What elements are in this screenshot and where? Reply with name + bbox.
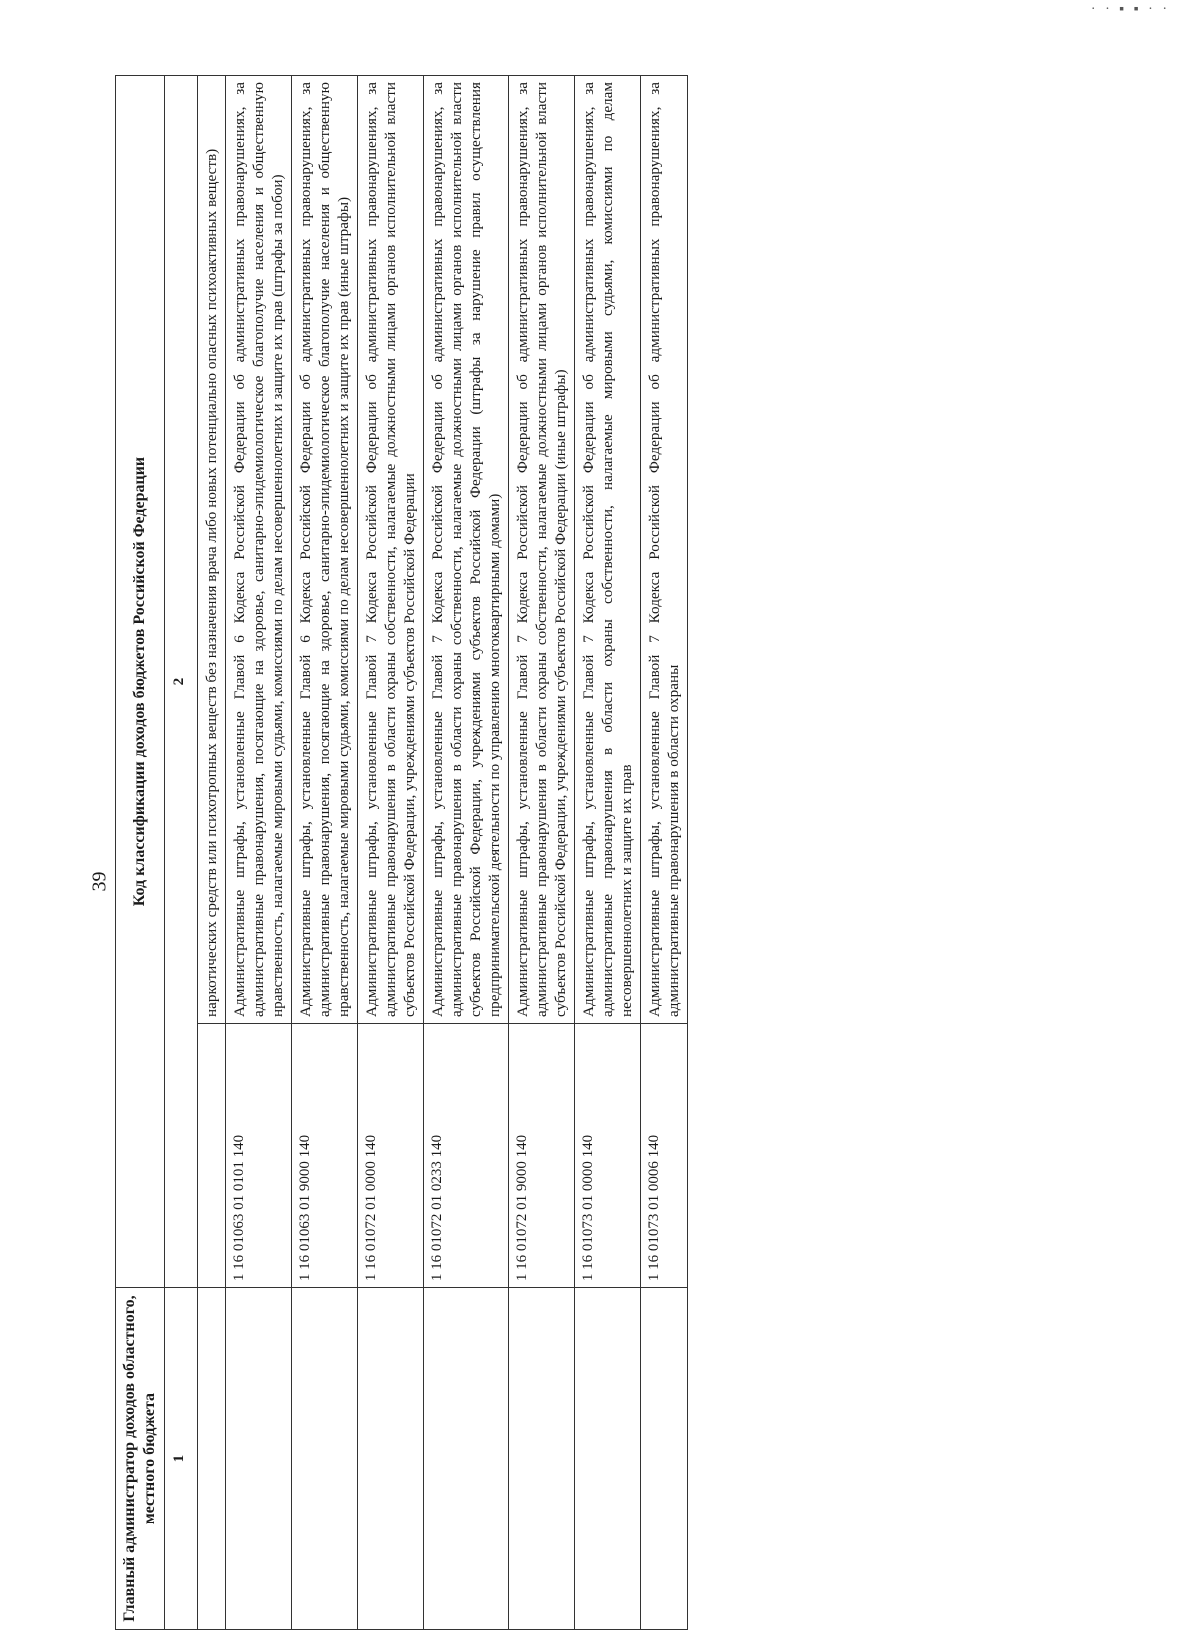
administrator-cell: [292, 1288, 358, 1630]
table-row: [292, 76, 358, 1630]
page-number: 39: [88, 871, 111, 892]
income-code-cell: 1 16 01063 01 9000 140: [292, 1023, 358, 1287]
income-code-cell: 1 16 01073 01 0006 140: [641, 1023, 688, 1287]
income-code-cell: 1 16 01072 01 0000 140: [358, 1023, 424, 1287]
income-description-cell: Административные штрафы, установленные Главой 6 Кодекса Российской Федерации об административных правонарушениях, за административные правонарушения, посягающие на здоровье, санитарно-эпидемиологическое благополучие населения и общественную нравственность, налагаемые мировыми судьями, комиссиями по делам несовершеннолетних и защите их прав (штрафы за побои): [226, 76, 292, 1024]
income-code-cell: 1 16 01072 01 9000 140: [509, 1023, 575, 1287]
table-row: [358, 76, 424, 1630]
administrator-cell: [509, 1288, 575, 1630]
classification-table: [115, 75, 688, 1630]
table-row: [575, 76, 641, 1630]
income-description-cell: Административные штрафы, установленные Главой 7 Кодекса Российской Федерации об административных правонарушениях, за административные правонарушения в области охраны собственности, налагаемые должностными лицами органов исполнительной власти субъектов Российской Федерации, учреждениями субъектов Российской Федерации: [358, 76, 424, 1024]
header-administrator: Главный администратор доходов областного, местного бюджета: [116, 1288, 165, 1630]
administrator-cell: [424, 1288, 509, 1630]
income-code-cell: 1 16 01063 01 0101 140: [226, 1023, 292, 1287]
income-description-cell: Административные штрафы, установленные Главой 7 Кодекса Российской Федерации об административных правонарушениях, за административные правонарушения в области охраны собственности, налагаемые должностными лицами органов исполнительной власти субъектов Российской Федерации, учреждениями субъектов Российской Федерации (штрафы за нарушение правил осуществления предпринимательской деятельности по управлению многоквартирными домами): [424, 76, 509, 1024]
administrator-cell: [358, 1288, 424, 1630]
column-number-2: 2: [165, 76, 198, 1288]
income-code-cell: 1 16 01073 01 0000 140: [575, 1023, 641, 1287]
table-row: [198, 76, 226, 1630]
table-row: [641, 76, 688, 1630]
income-code-cell: 1 16 01072 01 0233 140: [424, 1023, 509, 1287]
scan-artifact: · · ▪ ▪ · ·: [1090, 2, 1170, 17]
column-number-1: 1: [165, 1288, 198, 1630]
header-classification-code: Код классификации доходов бюджетов Российской Федерации: [116, 76, 165, 1288]
administrator-cell: [226, 1288, 292, 1630]
income-description-cell: Административные штрафы, установленные Главой 7 Кодекса Российской Федерации об административных правонарушениях, за административные правонарушения в области охраны собственности, налагаемые должностными лицами органов исполнительной власти субъектов Российской Федерации, учреждениями субъектов Российской Федерации (иные штрафы): [509, 76, 575, 1024]
income-description-cell: Административные штрафы, установленные Главой 7 Кодекса Российской Федерации об административных правонарушениях, за административные правонарушения в области охраны собственности, налагаемые мировыми судьями, комиссиями по делам несовершеннолетних и защите их прав: [575, 76, 641, 1024]
administrator-cell: [641, 1288, 688, 1630]
rotated-page: [115, 75, 1195, 1630]
table-row: [226, 76, 292, 1630]
table-body: [198, 76, 688, 1630]
income-description-cell: Административные штрафы, установленные Главой 6 Кодекса Российской Федерации об административных правонарушениях, за административные правонарушения, посягающие на здоровье, санитарно-эпидемиологическое благополучие населения и общественную нравственность, налагаемые мировыми судьями, комиссиями по делам несовершеннолетних и защите их прав (иные штрафы): [292, 76, 358, 1024]
table-row: [424, 76, 509, 1630]
income-description-cell: Административные штрафы, установленные Главой 7 Кодекса Российской Федерации об административных правонарушениях, за административные правонарушения в области охраны: [641, 76, 688, 1024]
administrator-cell: [575, 1288, 641, 1630]
income-description-cell: наркотических средств или психотропных веществ без назначения врача либо новых потенциально опасных психоактивных веществ): [198, 76, 226, 1024]
table-row: [509, 76, 575, 1630]
income-code-cell: [198, 1023, 226, 1287]
administrator-cell: [198, 1288, 226, 1630]
